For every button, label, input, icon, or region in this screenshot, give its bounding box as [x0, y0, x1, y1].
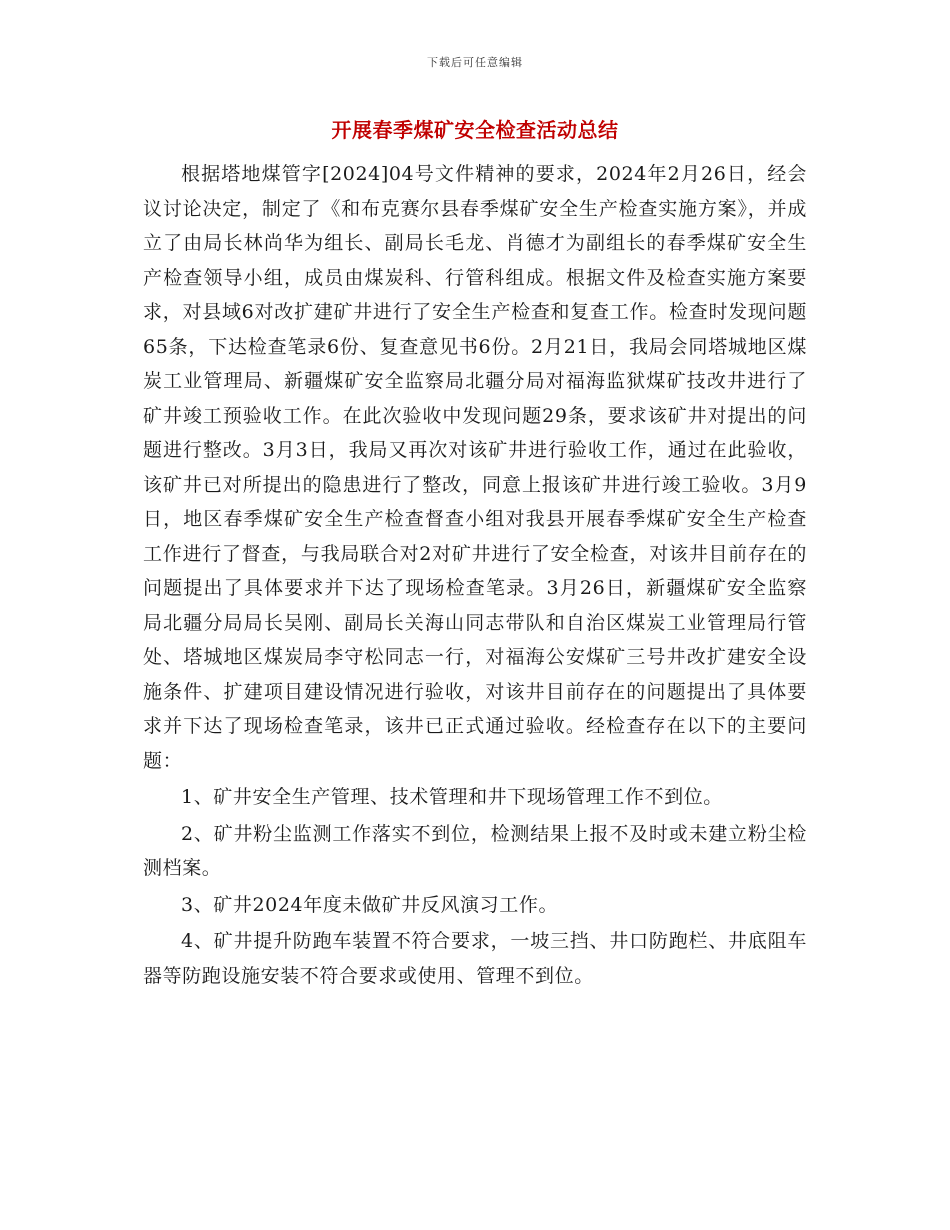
document-title: 开展春季煤矿安全检查活动总结	[331, 118, 619, 142]
problem-item-2: 2、矿井粉尘监测工作落实不到位，检测结果上报不及时或未建立粉尘检测档案。	[143, 822, 807, 879]
page-header-note: 下载后可任意编辑	[427, 56, 523, 69]
problem-item-1: 1、矿井安全生产管理、技术管理和井下现场管理工作不到位。	[181, 786, 723, 808]
problem-item-3: 3、矿井2024年度未做矿井反风演习工作。	[181, 893, 559, 916]
document-body	[143, 157, 807, 993]
body-paragraph-intro: 根据塔地煤管字[2024]04号文件精神的要求，2024年2月26日，经会议讨论决定，制定了《和布克赛尔县春季煤矿安全生产检查实施方案》，并成立了由局长林尚华为组长、副局长毛龙、肖德才为副组长的春季煤矿安全生产检查领导小组，成员由煤炭科、行管科组成。根据文件及检查实施方案要求，对县域6对改扩建矿井进行了安全生产检查和复查工作。检查时发现问题65条，下达检查笔录6份、复查意见书6份。2月21日，我局会同塔城地区煤炭工业管理局、新疆煤矿安全监察局北疆分局对福海监狱煤矿技改井进行了矿井竣工预验收工作。在此次验收中发现问题29条，要求该矿井对提出的问题进行整改。3月3日，我局又再次对该矿井进行验收工作，通过在此验收，该矿井已对所提出的隐患进行了整改，同意上报该矿井进行竣工验收。3月9日，地区春季煤矿安全生产检查督查小组对我县开展春季煤矿安全生产检查工作进行了督查，与我局联合对2对矿井进行了安全检查，对该井目前存在的问题提出了具体要求并下达了现场检查笔录。3月26日，新疆煤矿安全监察局北疆分局局长吴刚、副局长关海山同志带队和自治区煤炭工业管理局行管处、塔城地区煤炭局李守松同志一行，对福海公安煤矿三号井改扩建安全设施条件、扩建项目建设情况进行验收，对该井目前存在的问题提出了具体要求并下达了现场检查笔录，该井已正式通过验收。经检查存在以下的主要问题：	[143, 163, 807, 772]
problem-item-4: 4、矿井提升防跑车装置不符合要求，一坡三挡、井口防跑栏、井底阻车器等防跑设施安装不符合要求或使用、管理不到位。	[143, 930, 807, 987]
